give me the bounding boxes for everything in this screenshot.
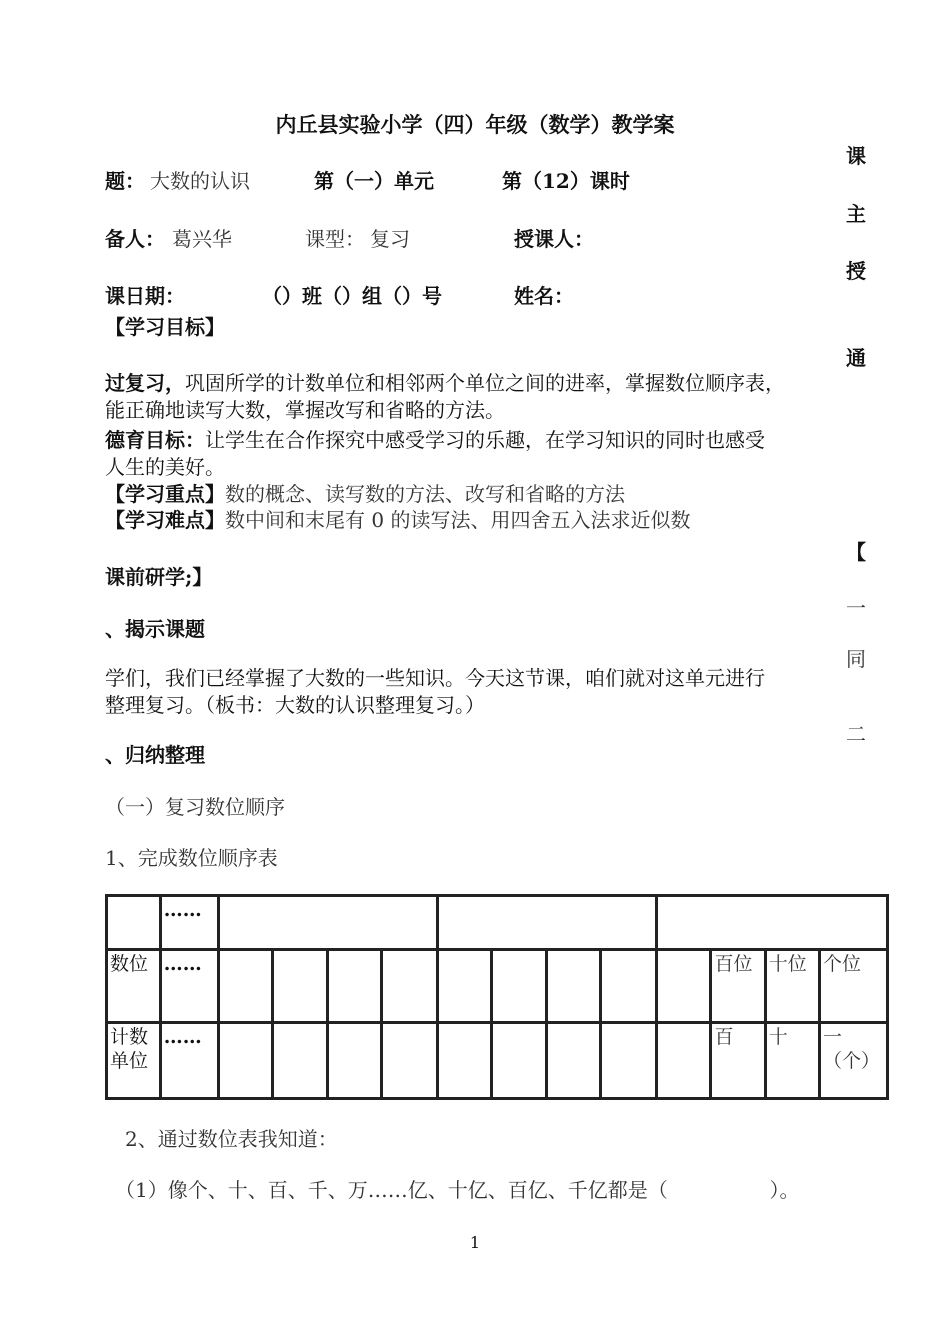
task-complete-table: 1、完成数位顺序表	[105, 846, 278, 870]
table-cell[interactable]	[273, 949, 327, 1022]
moral-objective	[105, 427, 765, 454]
table-cell[interactable]	[600, 949, 656, 1022]
difficult-points-text: 数中间和末尾有 0 的读写法、用四舍五入法求近似数	[225, 508, 691, 532]
row-label-place: 数位	[110, 952, 149, 975]
table-cell[interactable]	[657, 949, 711, 1022]
objectives-text: 巩固所学的计数单位和相邻两个单位之间的进率，掌握数位顺序表，	[185, 371, 785, 395]
lesson-title: 内丘县实验小学（四）年级（数学）教学案	[275, 112, 675, 137]
right-column-char: 同	[846, 647, 866, 671]
table-cell[interactable]	[438, 949, 492, 1022]
difficult-points-label: 【学习难点】	[105, 508, 225, 532]
table-cell[interactable]	[492, 1022, 546, 1099]
table-cell	[820, 1022, 888, 1099]
teacher-label: 授课人：	[514, 227, 594, 251]
right-column-char: 主	[846, 202, 866, 226]
objectives-lead: 过复习，	[105, 371, 185, 395]
unit-ten: 十	[768, 1025, 788, 1048]
table-cell	[160, 1022, 218, 1099]
unit-number: 第（一）单元	[314, 169, 434, 193]
unit-one: 一（个）	[823, 1025, 881, 1072]
table-corner-cell	[106, 895, 160, 949]
table-cell[interactable]	[381, 1022, 437, 1099]
right-column-char: 【	[846, 540, 866, 564]
table-cell[interactable]	[327, 1022, 381, 1099]
intro-line-2: 整理复习。（板书：大数的认识整理复习。）	[105, 693, 485, 717]
preparer-label: 备人：	[105, 227, 165, 251]
lesson-type-label: 课型：	[305, 227, 365, 251]
table-cell[interactable]	[600, 1022, 656, 1099]
table-cell[interactable]	[492, 949, 546, 1022]
section-summarize: 、归纳整理	[105, 743, 205, 767]
key-points-label: 【学习重点】	[105, 482, 225, 506]
student-name-label: 姓名：	[514, 284, 574, 308]
objectives-line-1	[105, 370, 785, 397]
table-row-label	[106, 949, 160, 1022]
table-cell	[711, 1022, 765, 1099]
objectives-line-2: 能正确地读写大数，掌握改写和省略的方法。	[105, 398, 505, 422]
place-hundreds: 百位	[714, 952, 753, 975]
task-know-from-table: 2、通过数位表我知道：	[125, 1127, 338, 1151]
preparer-value: 葛兴华	[172, 227, 232, 251]
right-column-char: 二	[846, 722, 866, 746]
right-column-char: 一	[846, 596, 866, 620]
place-ones: 个位	[823, 952, 862, 975]
table-cell[interactable]	[219, 1022, 273, 1099]
pre-study-heading: 课前研学;】	[105, 565, 213, 589]
intro-line-1: 学们，我们已经掌握了大数的一些知识。今天这节课，咱们就对这单元进行	[105, 666, 765, 690]
table-cell[interactable]	[657, 1022, 711, 1099]
table-group-cell[interactable]	[657, 895, 888, 949]
date-label: 课日期：	[105, 284, 185, 308]
table-cell[interactable]	[327, 949, 381, 1022]
table-cell[interactable]	[381, 949, 437, 1022]
right-column-char: 通	[846, 346, 866, 370]
topic-label: 题：	[105, 169, 145, 193]
table-ellipsis: ……	[163, 899, 202, 921]
table-cell	[765, 1022, 819, 1099]
question-counting-units: （1）像个、十、百、千、万……亿、十亿、百亿、千亿都是（ ）。	[115, 1178, 800, 1202]
right-column-char: 授	[846, 259, 866, 283]
right-column-char: 课	[846, 144, 866, 168]
place-tens: 十位	[768, 952, 807, 975]
table-cell[interactable]	[546, 1022, 600, 1099]
table-cell	[820, 949, 888, 1022]
lesson-type-value: 复习	[370, 227, 410, 251]
key-points	[105, 481, 625, 508]
table-group-cell[interactable]	[438, 895, 657, 949]
table-ellipsis: ……	[163, 952, 202, 975]
table-cell[interactable]	[438, 1022, 492, 1099]
difficult-points	[105, 507, 690, 534]
section-reveal-topic: 、揭示课题	[105, 617, 205, 641]
unit-hundred: 百	[714, 1025, 734, 1048]
topic-value: 大数的认识	[150, 169, 250, 193]
table-cell[interactable]	[546, 949, 600, 1022]
moral-objective-line-2: 人生的美好。	[105, 455, 225, 479]
table-cell	[160, 949, 218, 1022]
objectives-heading: 【学习目标】	[105, 315, 225, 339]
moral-text: 让学生在合作探究中感受学习的乐趣，在学习知识的同时也感受	[205, 428, 765, 452]
table-cell[interactable]	[219, 949, 273, 1022]
sub-review-place-order: （一）复习数位顺序	[105, 795, 285, 819]
table-cell	[711, 949, 765, 1022]
table-cell	[160, 895, 218, 949]
table-cell[interactable]	[273, 1022, 327, 1099]
table-ellipsis: ……	[163, 1025, 202, 1048]
table-group-cell[interactable]	[219, 895, 438, 949]
row-label-unit: 计数单位	[110, 1025, 149, 1072]
class-group-number: （）班（）组（）号	[262, 284, 442, 308]
table-row-label	[106, 1022, 160, 1099]
moral-label: 德育目标：	[105, 428, 205, 452]
table-cell	[765, 949, 819, 1022]
period-number: 第（12）课时	[502, 169, 630, 193]
place-value-table	[105, 894, 889, 1100]
key-points-text: 数的概念、读写数的方法、改写和省略的方法	[225, 482, 625, 506]
page-number: 1	[469, 1233, 481, 1252]
